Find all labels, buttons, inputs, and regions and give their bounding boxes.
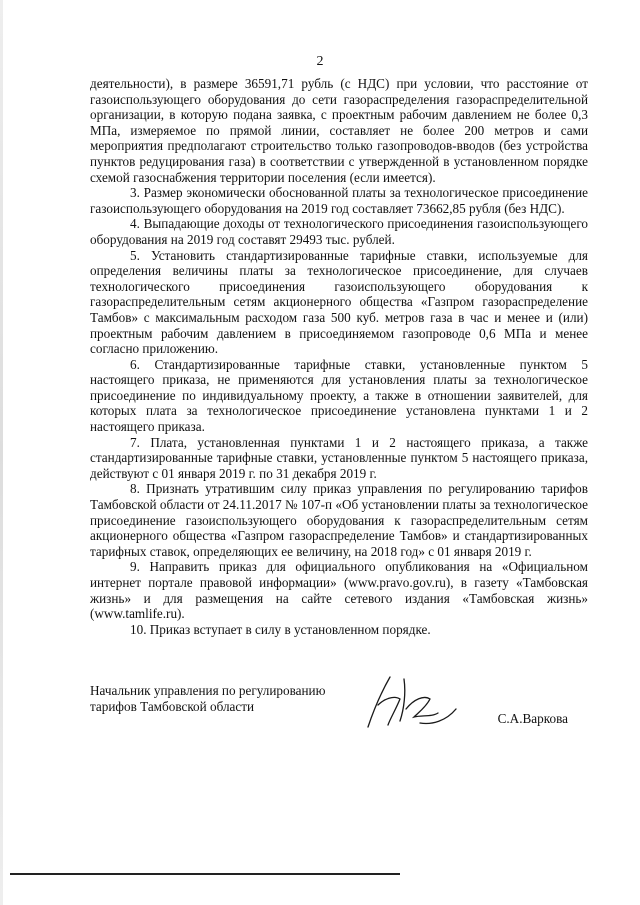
page-number: 2 [316, 54, 324, 69]
paragraph: 7. Плата, установленная пунктами 1 и 2 настоящего приказа, а также стандартизированные тарифные ставки, установленные пунктом 5 настоящего приказа, действуют с 01 января 2019 г. по 31 декабря 2019 г. [90, 434, 588, 481]
paragraph: 9. Направить приказ для официального опубликования на «Официальном интернет портале правовой информации» (www.pravo.gov.ru), в газету «Тамбовская жизнь» и для размещения на сайте сетевого издания «Тамбовская жизнь» (www.tamlife.ru). [90, 559, 588, 622]
paragraph: 4. Выпадающие доходы от технологического присоединения газоиспользующего оборудования на 2019 год составят 29493 тыс. рублей. [90, 216, 588, 247]
paragraph: деятельности), в размере 36591,71 рубль (с НДС) при условии, что расстояние от газоиспользующего оборудования до сети газораспределения газораспределительной организации, в которую подана заявка, с проектным рабочим давлением не более 0,3 МПа, измеряемое по прямой линии, составляет не более 200 метров и сами мероприятия предполагают строительство только газопроводов-вводов (без устройства пунктов редуцирования газа) в соответствии с утвержденной в установленном порядке схемой газоснабжения территории поселения (если имеется). [90, 76, 588, 185]
footer-rule [10, 873, 400, 875]
paragraph: 8. Признать утратившим силу приказ управления по регулированию тарифов Тамбовской области от 24.11.2017 № 107-п «Об установлении платы за технологическое присоединение газоиспользующего оборудования к газораспределительным сетям акционерного общества «Газпром газораспределение Тамбов» и стандартизированных тарифных ставок, определяющих ее величину, на 2018 год» с 01 января 2019 г. [90, 481, 588, 559]
paragraph: 10. Приказ вступает в силу в установленном порядке. [130, 621, 431, 637]
signer-title-line: Начальник управления по регулированию [90, 683, 326, 698]
paragraph: 5. Установить стандартизированные тарифные ставки, используемые для определения величины платы за технологическое присоединение, для случаев технологического присоединения газоиспользующего оборудования к газораспределительным сетям акционерного общества «Газпром газораспределение Тамбов» с максимальным расходом газа 500 куб. метров газа в час и менее и (или) проектным рабочим давлением в присоединяемом газопроводе 0,6 МПа и менее согласно приложению. [90, 247, 588, 357]
signature-block [90, 683, 588, 743]
scan-edge [0, 0, 3, 905]
signer-title-line: тарифов Тамбовской области [90, 698, 255, 714]
signer-name: С.А.Варкова [497, 711, 568, 726]
body-text [90, 76, 588, 637]
paragraph: 3. Размер экономически обоснованной платы за технологическое присоединение газоиспользующего оборудования на 2019 год составляет 73662,85 рубля (без НДС). [90, 185, 588, 216]
handwritten-signature [360, 669, 460, 733]
paragraph: 6. Стандартизированные тарифные ставки, установленные пунктом 5 настоящего приказа, не применяются для установления платы за технологическое присоединение по индивидуальному проекту, а также в отношении заявителей, для которых плата за технологическое присоединение установлена пунктами 1 и 2 настоящего приказа. [90, 356, 588, 435]
signer-title [90, 683, 325, 714]
